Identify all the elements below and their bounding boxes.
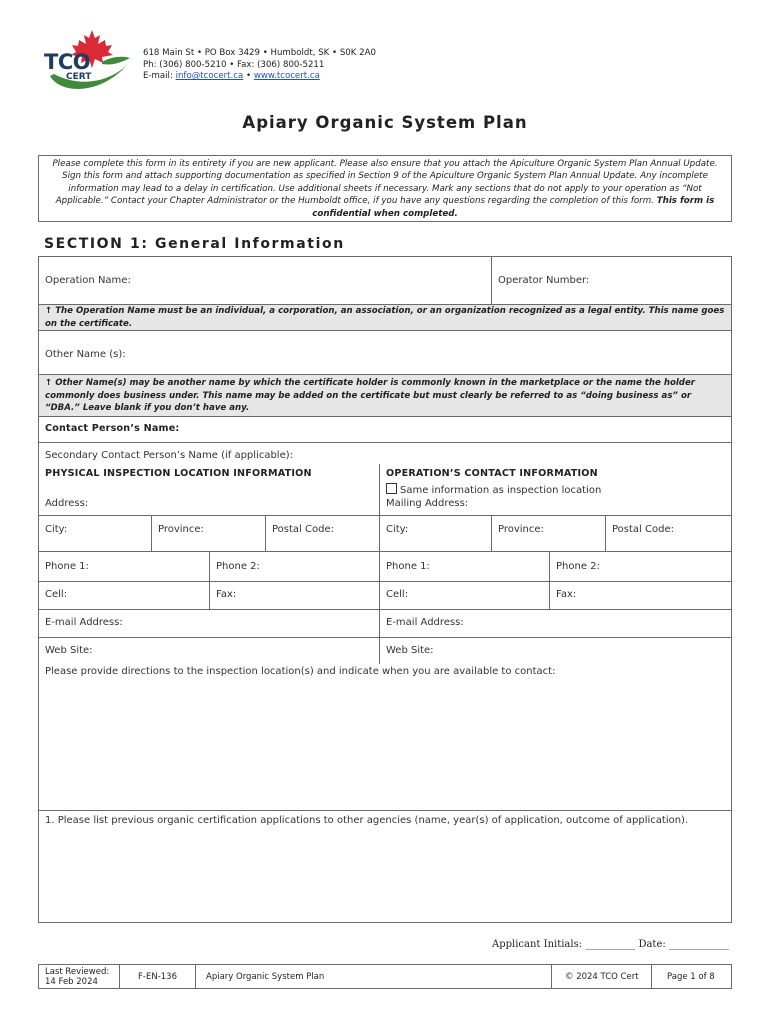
city-row — [39, 516, 731, 552]
mailing-province-field[interactable] — [491, 516, 605, 551]
copyright-cell — [551, 965, 651, 988]
operation-name-field[interactable] — [39, 257, 491, 304]
cell-field[interactable] — [39, 582, 209, 609]
form-code-cell — [119, 965, 195, 988]
mailing-phone2-label: Phone 2: — [556, 561, 600, 572]
instructions-box — [38, 155, 732, 222]
mailing-phone1-field[interactable] — [379, 552, 549, 581]
last-reviewed-date: 14 Feb 2024 — [45, 976, 98, 987]
same-info-label: Same information as inspection location — [400, 485, 602, 496]
address-row — [39, 464, 731, 516]
letterhead — [40, 26, 740, 98]
page-footer — [38, 964, 732, 989]
website-label: Web Site: — [45, 645, 93, 656]
contact-person-row[interactable] — [39, 417, 731, 443]
operator-number-field[interactable] — [491, 257, 731, 304]
physical-address-cell[interactable] — [39, 464, 379, 515]
phone-row — [39, 552, 731, 582]
contact-person-label: Contact Person’s Name: — [45, 423, 180, 434]
form-name-cell — [195, 965, 551, 988]
section-1-heading: SECTION 1: General Information — [44, 236, 345, 252]
email-prefix: E-mail: — [143, 71, 173, 82]
page-number: Page 1 of 8 — [667, 971, 715, 982]
office-contact-block — [143, 48, 376, 83]
physical-location-heading: PHYSICAL INSPECTION LOCATION INFORMATION — [45, 468, 312, 479]
office-email-line — [143, 71, 376, 83]
form-title: Apiary Organic System Plan — [242, 113, 528, 132]
directions-row[interactable] — [39, 664, 731, 811]
secondary-contact-row[interactable] — [39, 443, 731, 464]
other-name-note-row — [39, 375, 731, 417]
previous-applications-label: 1. Please list previous organic certification applications to other agencies (name, year(s) of application, outcome of application). — [45, 815, 689, 826]
fax-field[interactable] — [209, 582, 379, 609]
directions-label: Please provide directions to the inspection location(s) and indicate when you are available to contact: — [45, 666, 556, 677]
province-field[interactable] — [151, 516, 265, 551]
page-number-cell — [651, 965, 731, 988]
copyright: © 2024 TCO Cert — [565, 971, 639, 982]
phone1-field[interactable] — [39, 552, 209, 581]
mailing-cell-label: Cell: — [386, 589, 409, 600]
logo-wordmark: TCO — [44, 50, 91, 74]
separator-dot: • — [246, 71, 252, 82]
mailing-cell-field[interactable] — [379, 582, 549, 609]
other-name-label: Other Name (s): — [45, 349, 126, 360]
mailing-website-field[interactable] — [379, 638, 731, 664]
operation-name-row — [39, 257, 731, 305]
tco-cert-logo — [40, 26, 136, 96]
province-label: Province: — [158, 524, 204, 535]
email-field[interactable] — [39, 610, 379, 637]
postal-code-field[interactable] — [265, 516, 379, 551]
operation-name-note: ↑ The Operation Name must be an individual, a corporation, an association, or an organization recognized as a legal entity. This name goes on the certificate. — [45, 306, 725, 329]
footer-form-name: Apiary Organic System Plan — [206, 971, 325, 982]
secondary-contact-label: Secondary Contact Person’s Name (if applicable): — [45, 450, 294, 461]
form-code: F-EN-136 — [138, 971, 177, 982]
instructions-text: Please complete this form in its entirety if you are new applicant. Please also ensure that you attach the Apiculture Organic System Plan Annual Update. Sign this form and attach supporting documentation as specified in Section 9 of the Apiculture Organic System Plan Annual Update. Any incomplete information may lead to a delay in certification. Use additional sheets if necessary. Mark any sections that do not apply to your operation as “Not Applicable.” Contact your Chapter Administrator or the Humboldt office, if you have any questions regarding the completion of this form. — [52, 159, 718, 207]
last-reviewed-cell — [39, 965, 119, 988]
mailing-address-cell[interactable] — [379, 464, 731, 515]
cell-fax-row — [39, 582, 731, 610]
phone1-label: Phone 1: — [45, 561, 89, 572]
mailing-phone2-field[interactable] — [549, 552, 731, 581]
city-label: City: — [45, 524, 68, 535]
mailing-email-field[interactable] — [379, 610, 731, 637]
mailing-address-label: Mailing Address: — [386, 498, 469, 509]
email-label: E-mail Address: — [45, 617, 123, 628]
operation-name-label: Operation Name: — [45, 275, 131, 286]
office-address: 618 Main St • PO Box 3429 • Humboldt, SK • S0K 2A0 — [143, 48, 376, 58]
mailing-postal-code-label: Postal Code: — [612, 524, 674, 535]
applicant-initials-line[interactable]: Applicant Initials: __________ Date: ____________ — [492, 939, 729, 950]
website-row — [39, 638, 731, 664]
website-field[interactable] — [39, 638, 379, 664]
mailing-city-label: City: — [386, 524, 409, 535]
mailing-email-label: E-mail Address: — [386, 617, 464, 628]
mailing-phone1-label: Phone 1: — [386, 561, 430, 572]
other-name-row[interactable] — [39, 331, 731, 375]
address-label: Address: — [45, 498, 89, 509]
other-name-note: ↑ Other Name(s) may be another name by which the certificate holder is commonly known in the marketplace or the name the holder commonly does business under. This name may be added on the certificate but must clearly be referred to as “doing business as” or “DBA.” Leave blank if you don’t have any. — [45, 378, 696, 414]
last-reviewed-label: Last Reviewed: — [45, 966, 110, 977]
website-link[interactable]: www.tcocert.ca — [253, 71, 320, 82]
mailing-website-label: Web Site: — [386, 645, 434, 656]
previous-applications-row[interactable] — [39, 811, 731, 922]
mailing-fax-field[interactable] — [549, 582, 731, 609]
operator-number-label: Operator Number: — [498, 275, 590, 286]
same-info-option[interactable] — [386, 483, 601, 496]
mailing-postal-code-field[interactable] — [605, 516, 731, 551]
confidential-notice: This form is confidential when completed. — [312, 196, 715, 219]
city-field[interactable] — [39, 516, 151, 551]
mailing-city-field[interactable] — [379, 516, 491, 551]
operation-name-note-row — [39, 305, 731, 331]
phone2-label: Phone 2: — [216, 561, 260, 572]
office-phone: Ph: (306) 800-5210 • Fax: (306) 800-5211 — [143, 59, 325, 70]
general-information-table — [38, 256, 732, 923]
contact-info-heading: OPERATION’S CONTACT INFORMATION — [386, 468, 598, 479]
fax-label: Fax: — [216, 589, 237, 600]
email-row — [39, 610, 731, 638]
postal-code-label: Postal Code: — [272, 524, 334, 535]
phone2-field[interactable] — [209, 552, 379, 581]
same-info-checkbox[interactable] — [386, 483, 397, 494]
mailing-fax-label: Fax: — [556, 589, 577, 600]
mailing-province-label: Province: — [498, 524, 544, 535]
cell-label: Cell: — [45, 589, 68, 600]
email-link[interactable]: info@tcocert.ca — [175, 71, 244, 82]
logo-subtext: CERT — [66, 72, 92, 82]
